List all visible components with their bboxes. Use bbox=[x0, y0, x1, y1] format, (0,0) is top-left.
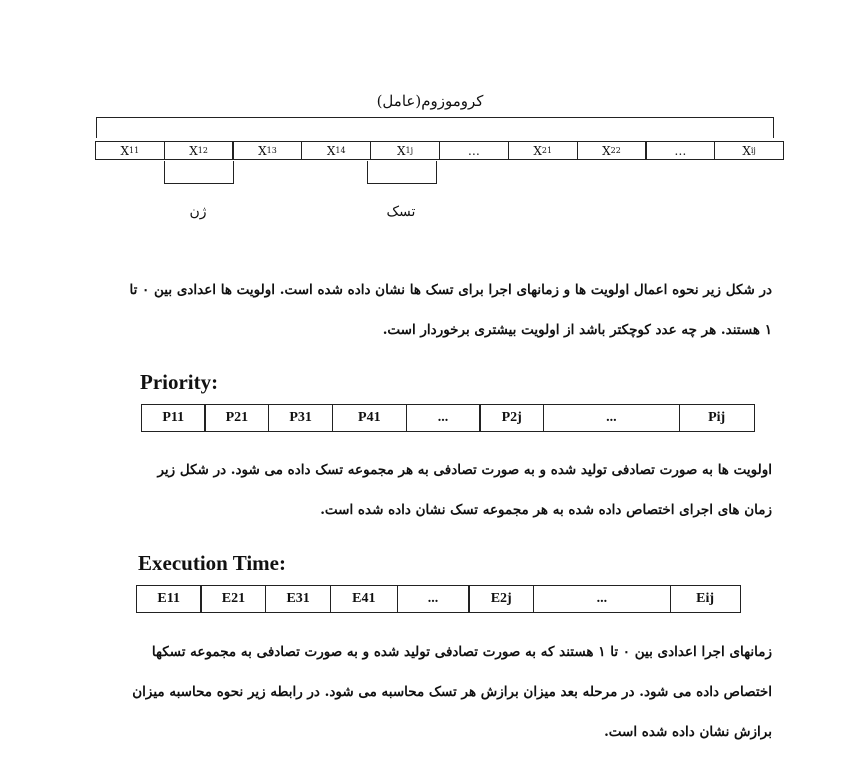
paragraph-3-line-3: برازش نشان داده شده است. bbox=[604, 724, 772, 740]
chromosome-row bbox=[96, 141, 784, 160]
task-bracket bbox=[367, 161, 437, 184]
paragraph-2 bbox=[108, 450, 772, 530]
execution-row bbox=[137, 585, 741, 613]
paragraph-3 bbox=[78, 632, 772, 752]
paragraph-1-line-2: ۱ هستند. هر چه عدد کوچکتر باشد از اولویت بیشتری برخوردار است. bbox=[382, 322, 772, 338]
priority-cell: P21 bbox=[204, 404, 269, 432]
chromosome-cell-x12: X 12 bbox=[164, 141, 234, 160]
priority-cell-ellipsis: ... bbox=[543, 404, 680, 432]
priority-cell-ellipsis: ... bbox=[406, 404, 481, 432]
priority-row bbox=[142, 404, 755, 432]
priority-cell: P11 bbox=[141, 404, 206, 432]
chromosome-cell-xij: X ij bbox=[714, 141, 784, 160]
execution-cell: E21 bbox=[200, 585, 266, 613]
paragraph-2-line-1: اولویت ها به صورت تصادفی تولید شده و به صورت تصادفی به هر مجموعه تسک داده می شود. در شکل زیر bbox=[157, 462, 772, 478]
chromosome-cell-x1j: X 1j bbox=[370, 141, 440, 160]
execution-heading: Execution Time: bbox=[138, 551, 286, 575]
execution-cell: E31 bbox=[265, 585, 331, 613]
chromosome-title: کروموزوم(عامل) bbox=[376, 92, 484, 110]
priority-cell: P2j bbox=[479, 404, 544, 432]
execution-cell: Eij bbox=[670, 585, 741, 613]
priority-heading: Priority: bbox=[140, 370, 219, 394]
execution-cell: E2j bbox=[468, 585, 534, 613]
chromosome-cell-x14: X 14 bbox=[301, 141, 371, 160]
gene-label: ژن bbox=[189, 204, 207, 220]
paragraph-1-line-1: در شکل زیر نحوه اعمال اولویت ها و زمانهای اجرا برای تسک ها نشان داده شده است. اولویت ها اعدادی بین ۰ تا bbox=[129, 282, 772, 298]
chromosome-cell-x11: X 11 bbox=[95, 141, 165, 160]
priority-cell: Pij bbox=[679, 404, 755, 432]
paragraph-3-line-1: زمانهای اجرا اعدادی بین ۰ تا ۱ هستند که به صورت تصادفی تولید شده و به صورت تصادفی به مجموعه تسکها bbox=[151, 644, 772, 660]
chromosome-cell-ellipsis: … bbox=[439, 141, 509, 160]
execution-cell-ellipsis: ... bbox=[533, 585, 671, 613]
chromosome-cell-x13: X 13 bbox=[232, 141, 302, 160]
gene-bracket bbox=[164, 161, 234, 184]
chromosome-cell-x21: X 21 bbox=[508, 141, 578, 160]
execution-cell: E41 bbox=[330, 585, 398, 613]
priority-cell: P41 bbox=[332, 404, 407, 432]
paragraph-2-line-2: زمان های اجرای اختصاص داده شده به هر مجموعه تسک نشان داده شده است. bbox=[320, 502, 772, 518]
paragraph-3-line-2: اختصاص داده می شود. در مرحله بعد میزان برازش هر تسک محاسبه می شود. در رابطه زیر نحوه محاسبه میزان bbox=[132, 684, 772, 700]
chromosome-cell-x22: X 22 bbox=[577, 141, 647, 160]
chromosome-cell-ellipsis: … bbox=[645, 141, 715, 160]
chromosome-brace bbox=[96, 117, 774, 138]
task-label: تسک bbox=[386, 204, 416, 220]
priority-cell: P31 bbox=[268, 404, 333, 432]
execution-cell: E11 bbox=[136, 585, 202, 613]
paragraph-1 bbox=[78, 270, 772, 350]
execution-cell-ellipsis: ... bbox=[397, 585, 470, 613]
